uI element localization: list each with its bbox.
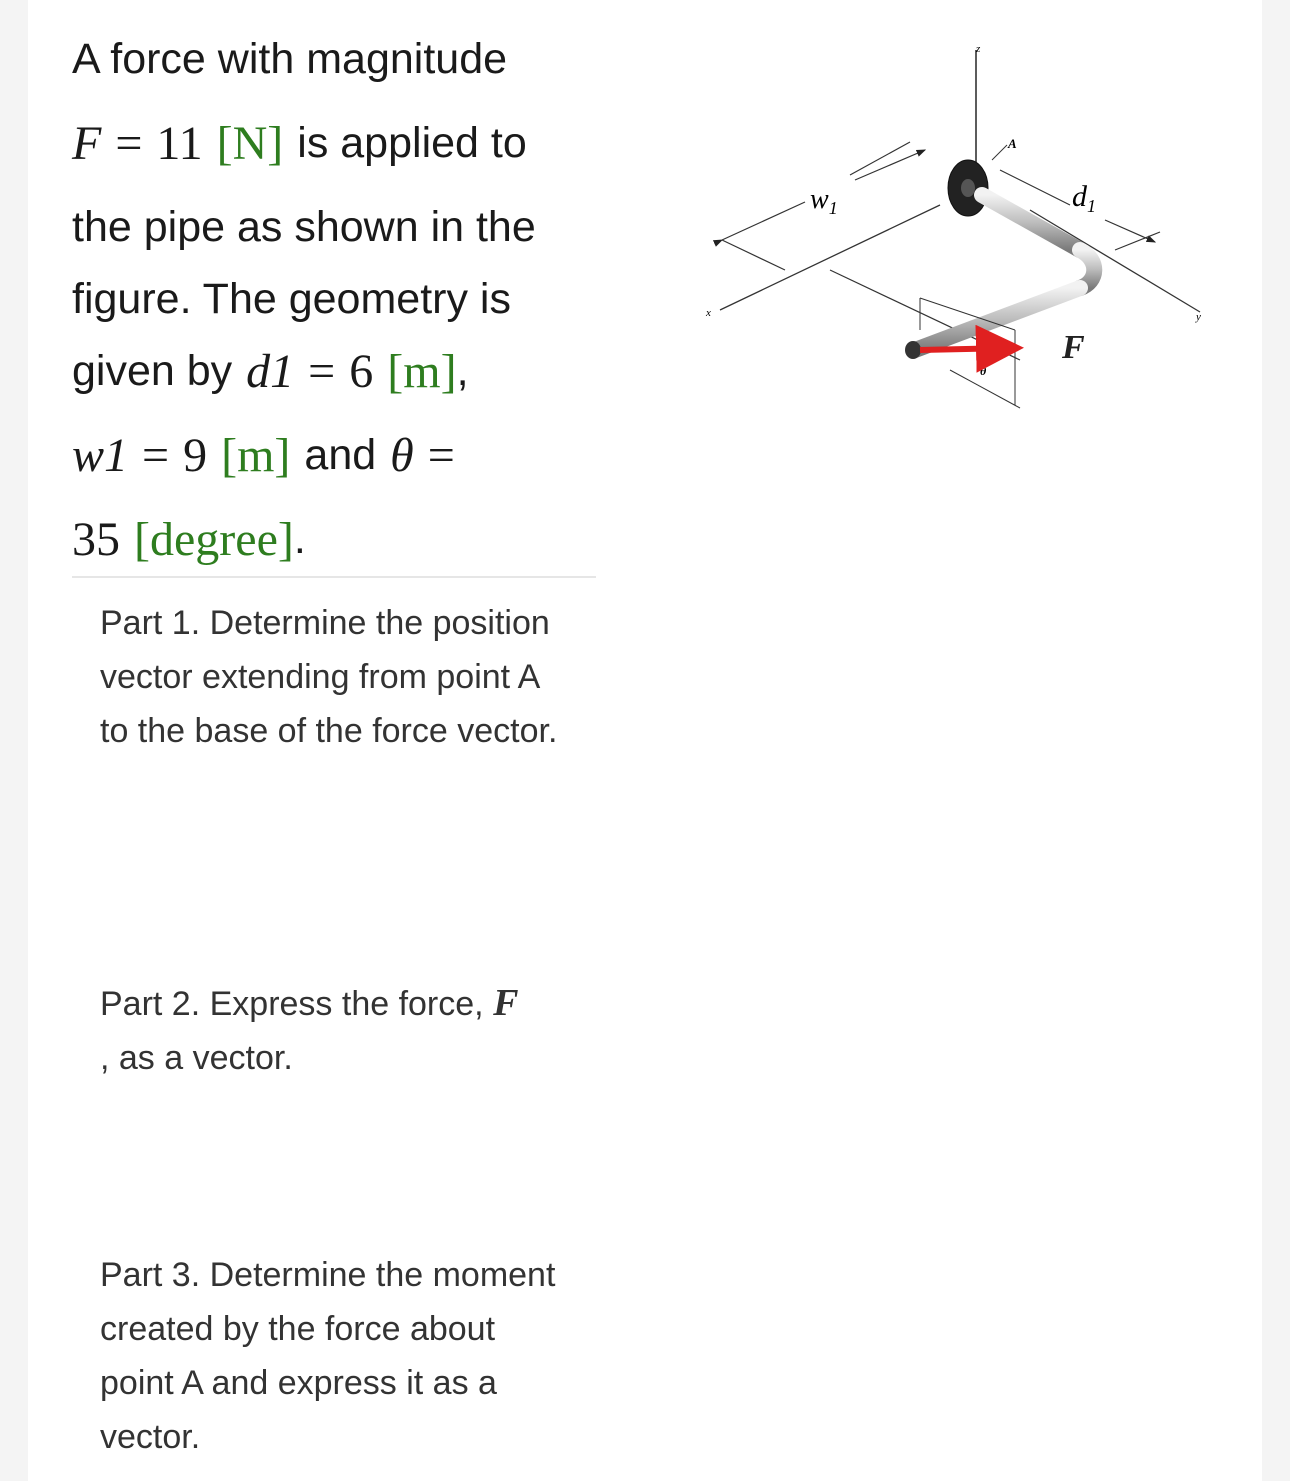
d1-dim-line-2 bbox=[1105, 220, 1155, 242]
d1-value: 6 bbox=[349, 345, 374, 399]
statement-line-6 bbox=[72, 414, 592, 498]
w1-symbol: w1 bbox=[72, 429, 129, 483]
statement-text: A force with magnitude bbox=[72, 35, 508, 84]
d1-unit-text: m bbox=[403, 345, 441, 399]
w1-ext-left bbox=[722, 240, 785, 270]
part-1-text: Part 1. Determine the position vector extending from point A to the base of the force vector. bbox=[100, 604, 558, 750]
pipe-end bbox=[905, 341, 921, 359]
x-axis-label: x bbox=[706, 307, 711, 319]
comma: , bbox=[456, 347, 469, 396]
statement-line-2 bbox=[72, 102, 592, 186]
part-3-prompt bbox=[100, 1248, 560, 1464]
pipe-segment-2 bbox=[915, 288, 1080, 350]
w1-equation: w1 = 9 bbox=[72, 429, 208, 483]
d1-symbol: d1 bbox=[246, 345, 295, 399]
w1-value: 9 bbox=[183, 429, 208, 483]
d1-dim-line bbox=[1000, 170, 1070, 205]
flange-bolt bbox=[961, 179, 975, 197]
x-axis bbox=[720, 205, 940, 310]
theta-value: 35 bbox=[72, 513, 120, 567]
point-A-leader bbox=[992, 145, 1007, 160]
theta-label: θ bbox=[980, 364, 987, 378]
force-equation bbox=[72, 115, 203, 173]
theta-symbol: θ bbox=[390, 429, 414, 483]
theta-unit: [degree] bbox=[134, 513, 294, 567]
period: . bbox=[293, 515, 306, 564]
w1-label: $w_1$ bbox=[810, 184, 838, 218]
statement-text: is applied to bbox=[297, 119, 527, 168]
part-1-prompt bbox=[100, 596, 560, 758]
part-2-text-tail: , as a vector. bbox=[100, 1039, 293, 1077]
statement-line-4 bbox=[72, 270, 592, 330]
d1-equation: d1 = 6 bbox=[246, 345, 374, 399]
y-axis-label: y bbox=[1196, 311, 1201, 323]
w1-unit-text: m bbox=[237, 429, 275, 483]
force-symbol: F bbox=[72, 117, 102, 171]
point-A-label: A bbox=[1008, 136, 1017, 151]
force-symbol: F bbox=[493, 982, 519, 1024]
statement-line-5 bbox=[72, 330, 592, 414]
theta-equation: θ = bbox=[390, 429, 455, 483]
statement-text: and bbox=[304, 431, 377, 480]
force-unit: [N] bbox=[216, 117, 284, 171]
statement-text: figure. The geometry is bbox=[72, 275, 511, 324]
d1-unit: [m] bbox=[387, 345, 457, 399]
part-2-prompt bbox=[100, 976, 560, 1085]
force-unit-text: N bbox=[232, 117, 268, 171]
part-2-text: Part 2. Express the force, bbox=[100, 985, 484, 1023]
equals-sign: = bbox=[115, 117, 143, 171]
w1-dimension-line-2 bbox=[855, 150, 925, 180]
force-value: 11 bbox=[156, 117, 203, 171]
w1-dimension-line bbox=[722, 202, 805, 240]
w1-unit: [m] bbox=[221, 429, 291, 483]
statement-text: the pipe as shown in the bbox=[72, 203, 536, 252]
part-3-text: Part 3. Determine the moment created by the force about point A and express it as a vector. bbox=[100, 1256, 556, 1456]
pipe-figure bbox=[700, 30, 1220, 430]
section-divider bbox=[72, 576, 596, 578]
theta-unit-text: degree bbox=[149, 513, 278, 567]
z-axis-label: z bbox=[976, 43, 981, 55]
force-arrow bbox=[920, 348, 1012, 350]
force-label: F bbox=[1062, 329, 1085, 366]
statement-line-3 bbox=[72, 186, 592, 270]
problem-statement bbox=[72, 18, 592, 582]
statement-text: given by bbox=[72, 347, 233, 396]
statement-line-1 bbox=[72, 18, 592, 102]
d1-label: $d_1$ bbox=[1072, 180, 1096, 216]
statement-line-7 bbox=[72, 498, 592, 582]
w1-dim-extension-2 bbox=[850, 142, 910, 175]
